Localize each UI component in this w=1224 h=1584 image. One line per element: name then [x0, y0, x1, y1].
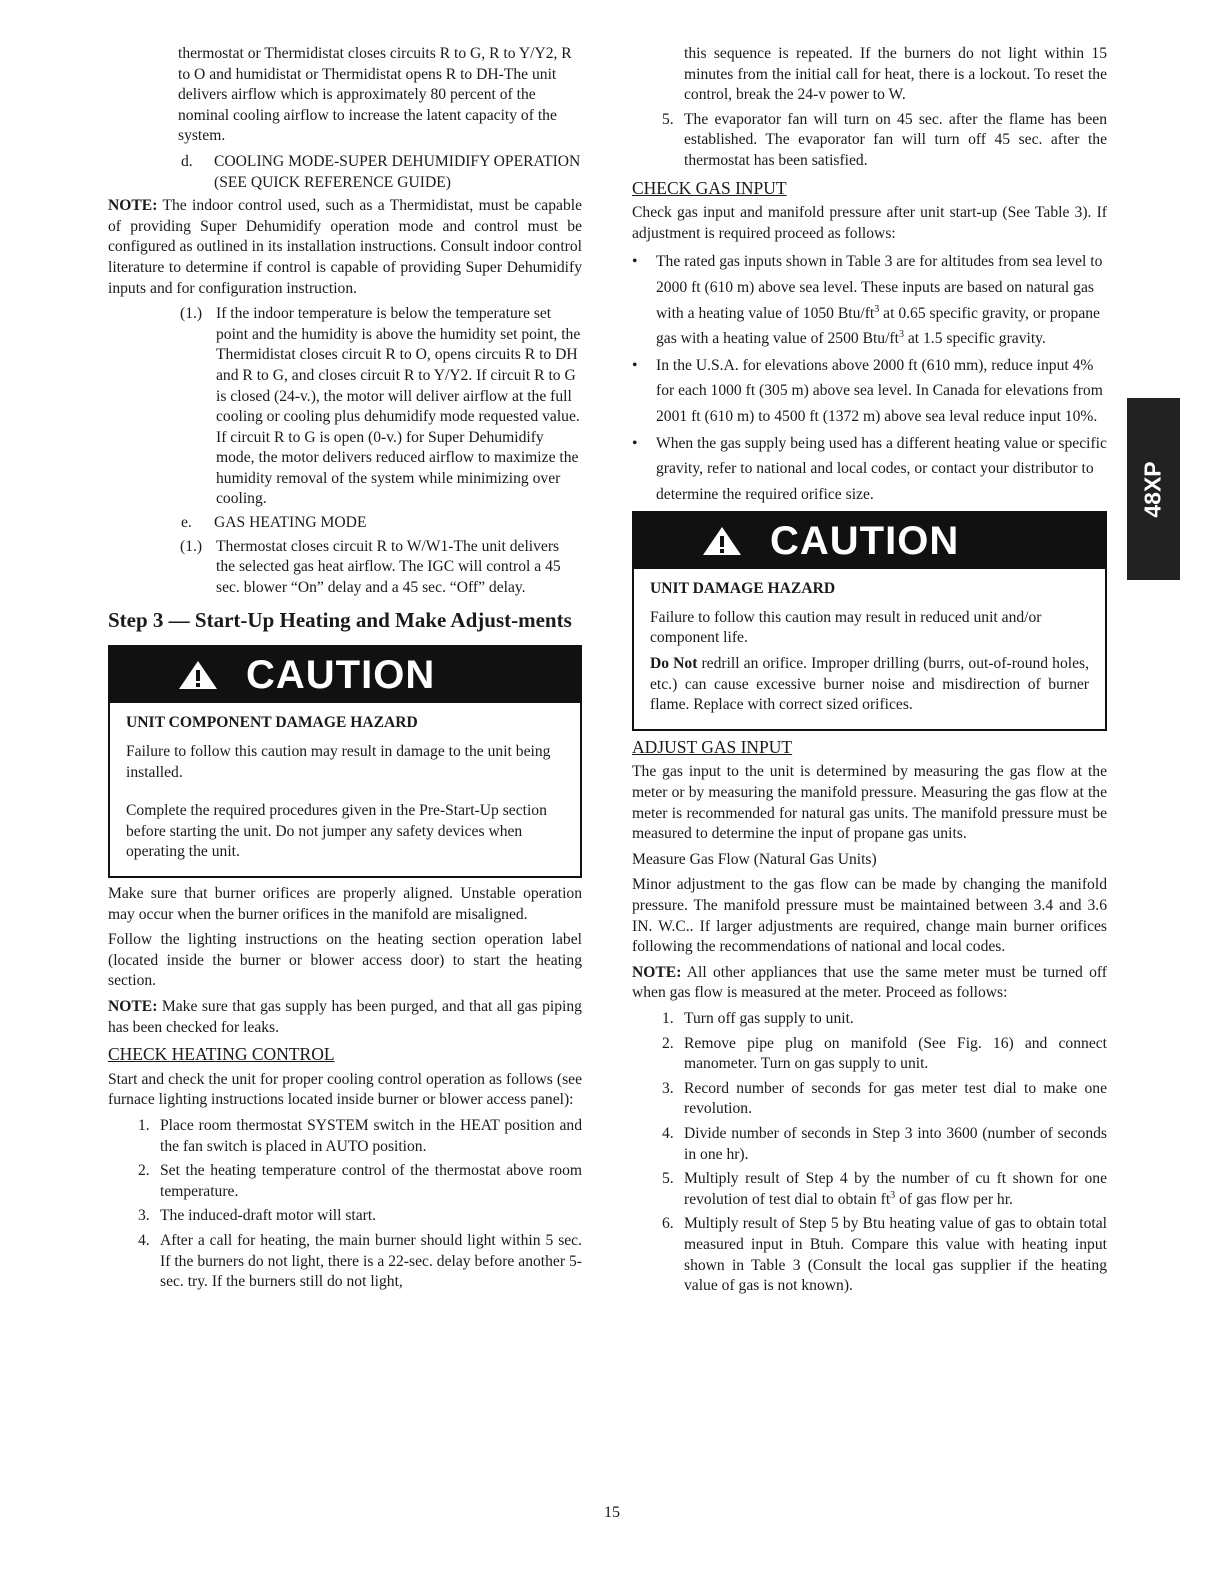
list-marker: 5.: [662, 1170, 674, 1188]
list-item: [662, 1079, 1107, 1120]
list-text: Multiply result of Step 4 by the number of cu ft shown for one revolution of test dial to obtain ft: [684, 1170, 1107, 1208]
list-text: Place room thermostat SYSTEM switch in the HEAT position and the fan switch is placed in AUTO position.: [160, 1116, 582, 1155]
list-text: of gas flow per hr.: [895, 1190, 1013, 1208]
list-item: [180, 304, 582, 510]
list-text: Record number of seconds for gas meter test dial to make one revolution.: [684, 1079, 1107, 1118]
section-heading-adjust-gas: ADJUST GAS INPUT: [632, 736, 793, 757]
heating-steps-list: [108, 1116, 582, 1293]
note-paragraph: [108, 196, 582, 299]
note-text: The indoor control used, such as a Thermidistat, must be capable of providing Super Dehumidify operation mode and control must be configured as outlined in its installation instructions. Consult indoor control literature to determine if control is capable of providing Super Dehumidify inputs and for configuration instruction.: [108, 197, 582, 297]
list-item: [662, 1034, 1107, 1075]
heading-text: COOLING MODE-SUPER DEHUMIDIFY OPERATION (SEE QUICK REFERENCE GUIDE): [214, 152, 581, 191]
step-heading: Step 3 — Start-Up Heating and Make Adjust-ments: [108, 608, 572, 633]
warning-triangle-icon: [702, 526, 742, 556]
list-text: Thermostat closes circuit R to W/W1-The unit delivers the selected gas heat airflow. The IGC will control a 45 sec. blower “On” delay and a 45 sec. “Off” delay.: [216, 537, 561, 596]
caution-text: Complete the required procedures given in the Pre-Start-Up section before starting the unit. Do not jumper any safety devices when operating the unit.: [126, 802, 547, 861]
list-item: [138, 1116, 582, 1157]
list-text: Divide number of seconds in Step 3 into 3600 (number of seconds in one hr).: [684, 1124, 1107, 1163]
paragraph: Check gas input and manifold pressure after unit start-up (See Table 3). If adjustment is required proceed as follows:: [632, 204, 1107, 242]
bullet-item: [632, 249, 1107, 351]
bullet-text: at 0.65 specific gravity, or propane gas with a heating value of 2500 Btu/ft: [656, 304, 1100, 348]
paragraph: The gas input to the unit is determined by measuring the gas flow at the meter or by measuring the manifold pressure. Measuring the gas flow at the meter is recommended for natural gas units. The manifold pressure must be measured to determine the input of propane gas units.: [632, 763, 1107, 843]
caution-word: CAUTION: [246, 653, 436, 698]
list-text: Set the heating temperature control of the thermostat above room temperature.: [160, 1162, 582, 1200]
list-marker: 5.: [662, 110, 674, 128]
list-marker: 1.: [138, 1116, 150, 1134]
meter-steps-list: [632, 1009, 1107, 1165]
hazard-title: UNIT DAMAGE HAZARD: [650, 580, 836, 598]
list-marker: 4.: [138, 1231, 150, 1249]
left-column: [108, 44, 582, 1297]
caution-text: Failure to follow this caution may result in damage to the unit being installed.: [126, 743, 551, 781]
superscript: 3: [890, 1189, 896, 1201]
caution-banner: [110, 647, 580, 703]
continued-paragraph: thermostat or Thermidistat closes circuits R to G, R to Y/Y2, R to O and humidistat or Thermidistat opens R to DH-The unit delivers airflow which is approximately 80 percent of the nominal cooling airflow to increase the latent capacity of the system.: [178, 45, 572, 145]
list-marker: 4.: [662, 1124, 674, 1142]
list-item: [662, 1124, 1107, 1165]
list-text: After a call for heating, the main burner should light within 5 sec. If the burners do not light, there is a 22-sec. delay before another 5-sec. try. If the burners still do not light,: [160, 1231, 582, 1291]
note-paragraph: [108, 997, 582, 1038]
section-heading-check-heating: CHECK HEATING CONTROL: [108, 1044, 335, 1065]
side-tab: [1127, 398, 1180, 580]
list-item: [662, 110, 1107, 172]
do-not-label: Do Not: [650, 655, 698, 673]
list-marker: 3.: [138, 1207, 150, 1225]
hazard-title: UNIT COMPONENT DAMAGE HAZARD: [126, 714, 418, 732]
list-item: [138, 1206, 582, 1227]
gas-heating-mode-heading: [181, 513, 582, 534]
note-label: NOTE:: [632, 963, 682, 981]
caution-text: Failure to follow this caution may result in reduced unit and/or component life.: [650, 608, 1042, 647]
list-marker: 3.: [662, 1079, 674, 1097]
subheading: Measure Gas Flow (Natural Gas Units): [632, 850, 877, 868]
bullet-icon: •: [632, 356, 638, 374]
bullet-item: [632, 353, 1107, 430]
list-marker: (1.): [180, 305, 203, 323]
paragraph: Make sure that burner orifices are properly aligned. Unstable operation may occur when the burner orifices in the manifold are misaligned.: [108, 885, 582, 923]
note-text: All other appliances that use the same meter must be turned off when gas flow is measured at the meter. Proceed as follows:: [632, 963, 1107, 1002]
bullet-text: When the gas supply being used has a different heating value or specific gravity, refer to national and local codes, or contact your distributor to determine the required orifice size.: [656, 434, 1107, 503]
caution-body: [634, 569, 1105, 729]
caution-body: [110, 703, 580, 876]
paragraph: Minor adjustment to the gas flow can be made by changing the manifold pressure. The manifold pressure must be maintained between 3.4 and 3.6 IN. W.C.. If larger adjustments are required, change main burner orifices following the recommendations of national and local codes.: [632, 876, 1107, 956]
bullet-item: [632, 431, 1107, 508]
list-marker: d.: [181, 152, 193, 170]
list-item: [138, 1231, 582, 1293]
paragraph: Follow the lighting instructions on the heating section operation label (located inside the burner or blower access door) to start the heating section.: [108, 931, 582, 990]
note-label: NOTE:: [108, 997, 158, 1015]
cooling-super-dehumidify-heading: [181, 152, 582, 193]
bullet-icon: •: [632, 253, 638, 271]
list-item: [662, 1214, 1107, 1296]
list-item: [662, 1009, 1107, 1030]
list-marker: e.: [181, 514, 192, 532]
superscript: 3: [898, 328, 904, 340]
caution-box: [108, 645, 582, 878]
bullet-text: The rated gas inputs shown in Table 3 are for altitudes from sea level to 2000 ft (610 m) above sea level. These inputs are based on natural gas with a heating value of 1050 Btu/ft: [656, 253, 1103, 322]
caution-banner: [634, 513, 1105, 569]
list-marker: 2.: [662, 1034, 674, 1052]
right-column: [632, 44, 1107, 1301]
superscript: 3: [874, 303, 880, 315]
bullet-text: In the U.S.A. for elevations above 2000 ft (610 mm), reduce input 4% for each 1000 ft (305 m) above sea level. In Canada for elevations from 2001 ft (610 m) to 4500 ft (1372 m) above sea leval reduce input 10%.: [656, 356, 1103, 425]
list-marker: 6.: [662, 1215, 674, 1233]
list-item: [180, 537, 582, 599]
list-item: [662, 1169, 1107, 1210]
list-marker: 1.: [662, 1009, 674, 1027]
paragraph: Start and check the unit for proper cooling control operation as follows (see furnace lighting instructions located inside burner or blower access panel):: [108, 1070, 582, 1109]
bullet-icon: •: [632, 434, 638, 452]
list-text: Multiply result of Step 5 by Btu heating value of gas to obtain total measured input in Btuh. Compare this value with heating input shown in Table 3 (Consult the local gas supplier if the heating value of gas is not known).: [684, 1215, 1107, 1295]
list-text: If the indoor temperature is below the temperature set point and the humidity is above the humidity set point, the Thermidistat closes circuit R to O, opens circuits R to DH and R to G, and closes circuit R to Y/Y2. If circuit R to G is closed (24-v.), the motor will deliver airflow at the full cooling or cooling plus dehumidify mode requested value. If circuit R to G is open (0-v.) for Super Dehumidify mode, the motor delivers reduced airflow to maximize the humidity removal of the system while minimizing over cooling.: [216, 305, 581, 508]
warning-triangle-icon: [178, 660, 218, 690]
list-item: [138, 1161, 582, 1202]
page-number: 15: [604, 1504, 620, 1521]
note-text: Make sure that gas supply has been purged, and that all gas piping has been checked for leaks.: [108, 997, 582, 1036]
continued-list-text: this sequence is repeated. If the burners do not light within 15 minutes from the initial call for heat, there is a lockout. To reset the control, break the 24-v power to W.: [684, 45, 1107, 104]
bullet-text: at 1.5 specific gravity.: [903, 330, 1046, 348]
list-marker: (1.): [180, 537, 203, 555]
note-label: NOTE:: [108, 197, 158, 215]
list-text: The evaporator fan will turn on 45 sec. after the flame has been established. The evaporator fan will turn off 45 sec. after the thermostat has been satisfied.: [684, 110, 1107, 169]
section-heading-check-gas: CHECK GAS INPUT: [632, 177, 787, 198]
list-marker: 2.: [138, 1162, 150, 1180]
caution-text: [650, 654, 1089, 716]
caution-box: [632, 511, 1107, 731]
caution-detail: redrill an orifice. Improper drilling (burrs, out-of-round holes, etc.) can cause excessive burner noise and misdirection of burner flame. Replace with correct sized orifices.: [650, 655, 1089, 714]
heading-text: GAS HEATING MODE: [214, 514, 367, 532]
note-paragraph: [632, 963, 1107, 1004]
list-text: Remove pipe plug on manifold (See Fig. 16) and connect manometer. Turn on gas supply to unit.: [684, 1034, 1107, 1073]
list-text: Turn off gas supply to unit.: [684, 1009, 854, 1027]
caution-word: CAUTION: [770, 518, 960, 563]
list-text: The induced-draft motor will start.: [160, 1207, 377, 1225]
side-tab-label: 48XP: [1140, 460, 1167, 518]
